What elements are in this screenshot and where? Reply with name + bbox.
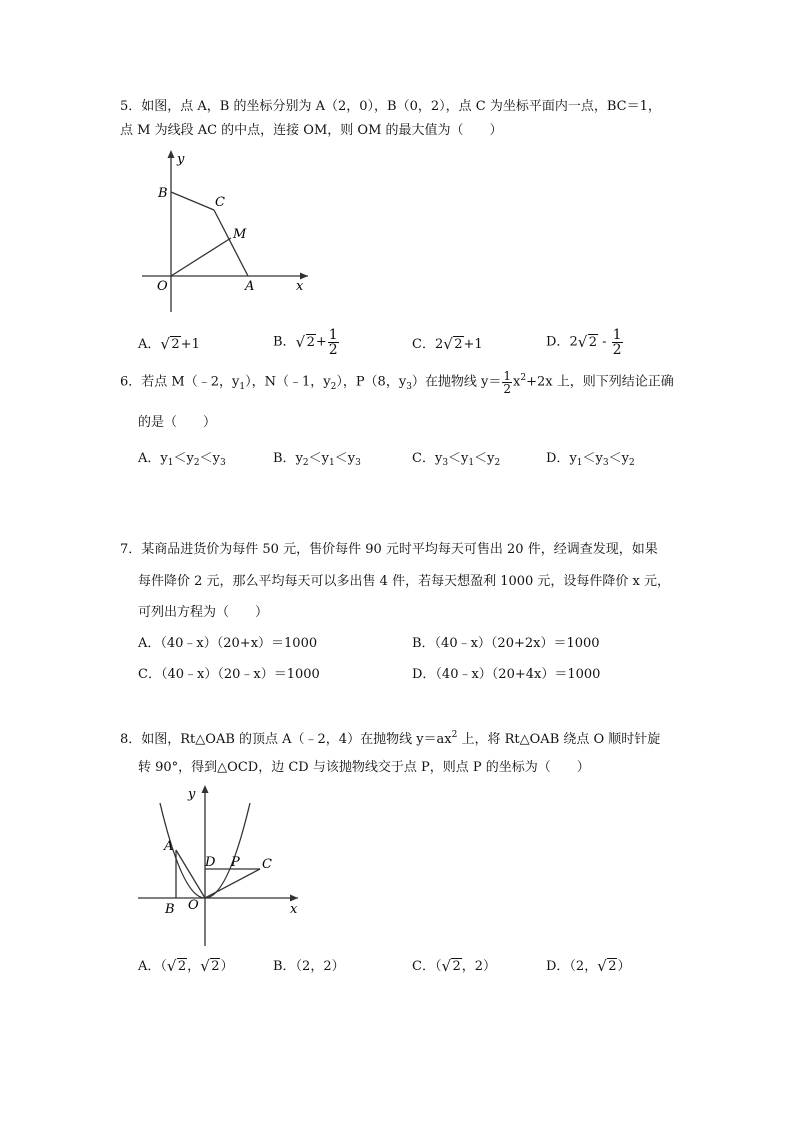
q6-option-d[interactable]: D．$y_1<y_3<y_2$: [546, 451, 635, 468]
q5-label-B: B: [158, 186, 168, 201]
q5-option-b[interactable]: B． √ 2+ $\frac{1}{2}$: [273, 327, 338, 358]
q5-stem-line1: 5．如图，点 A，B 的坐标分别为 A（2，0），B（0，2），点 C 为坐标平面内一点，BC＝1，: [120, 99, 661, 114]
q5-y-arrow: [168, 150, 175, 158]
q8-x-arrow: [290, 895, 298, 902]
q5-label-C: C: [215, 195, 225, 210]
sqrt-symbol: √ 2: [200, 957, 220, 975]
q8-option-b[interactable]: B．（2，2）: [273, 959, 345, 974]
q5-label-O: O: [157, 279, 168, 294]
sqrt-symbol: √ 2: [443, 335, 463, 353]
sqrt-symbol: √ 2: [295, 332, 315, 351]
fraction: $\frac{1}{2}$: [503, 369, 512, 396]
q5-seg-BC: [171, 192, 214, 210]
q8-label-A: A: [164, 839, 174, 854]
q7-option-a[interactable]: A．（40﹣x）（20+x）＝1000: [138, 636, 318, 651]
q8-stem-line2: 转 90°，得到△OCD，边 CD 与该抛物线交于点 P，则点 P 的坐标为（ ）: [138, 760, 590, 775]
q7-option-b[interactable]: B．（40﹣x）（20+2x）＝1000: [412, 636, 600, 651]
q8-option-a[interactable]: A．（ √ 2， √ 2）: [138, 957, 234, 975]
fraction: $\frac{1}{2}$: [328, 327, 338, 358]
q8-stem-line1: 8．如图，Rt△OAB 的顶点 A（﹣2，4）在抛物线 $y=ax^2$ 上，将 Rt△OAB 绕点 O 顺时针旋: [120, 730, 661, 747]
q5-x-arrow: [300, 273, 308, 280]
q6-option-c[interactable]: C．$y_3<y_1<y_2$: [412, 451, 501, 468]
sqrt-symbol: √ 2: [577, 332, 597, 351]
sqrt-symbol: √ 2: [160, 335, 180, 353]
q7-stem-line3: 可列出方程为（ ）: [138, 605, 269, 620]
sqrt-symbol: √ 2: [597, 957, 617, 975]
q5-label-M: M: [233, 227, 247, 242]
q5-label-x: x: [296, 279, 304, 294]
q7-stem-line2: 每件降价 2 元，那么平均每天可以多出售 4 件，若每天想盈利 1000 元，设每件降价 x 元，: [138, 574, 671, 589]
q8-label-D: D: [205, 855, 216, 870]
q5-option-c[interactable]: C．2 √ 2+1: [412, 335, 483, 353]
q5-seg-CA: [214, 210, 248, 276]
q5-option-d[interactable]: D．2 √ 2 - $\frac{1}{2}$: [546, 327, 622, 358]
q5-seg-OM: [171, 238, 231, 276]
q5-stem-line2: 点 M 为线段 AC 的中点，连接 OM，则 OM 的最大值为（ ）: [120, 123, 503, 138]
q8-label-C: C: [262, 857, 272, 872]
q8-label-O: O: [188, 898, 199, 913]
q8-label-P: P: [231, 855, 240, 870]
q8-option-c[interactable]: C．（ √ 2，2）: [412, 957, 497, 975]
q8-y-arrow: [202, 785, 209, 793]
q5-label-A: A: [245, 279, 255, 294]
q8-seg-OC: [205, 869, 260, 898]
q8-parabola: [160, 803, 250, 898]
sqrt-symbol: √ 2: [166, 957, 187, 975]
sqrt-symbol: √ 2: [441, 957, 461, 975]
q8-label-x: x: [290, 902, 298, 917]
q5-label-y: y: [177, 152, 185, 167]
q5-option-a[interactable]: A． √ 2+1: [138, 335, 200, 353]
q8-label-B: B: [165, 902, 175, 917]
q6-stem-line1: 6．若点 M（﹣2，$y_1$），N（﹣1，$y_2$），P（8，$y_3$）在抛物线 y＝ $\frac{1}{2}$ $x^2+2x$ 上，则下列结论正确: [120, 369, 674, 396]
q7-option-d[interactable]: D．（40﹣x）（20+4x）＝1000: [412, 667, 601, 682]
q7-stem-line1: 7．某商品进货价为每件 50 元，售价每件 90 元时平均每天可售出 20 件，经调查发现，如果: [120, 542, 658, 557]
fraction: $\frac{1}{2}$: [612, 327, 622, 358]
q6-option-a[interactable]: A．$y_1<y_2<y_3$: [138, 451, 226, 468]
q8-option-d[interactable]: D．（2， √ 2）: [546, 957, 631, 975]
q6-stem-line2: 的是（ ）: [138, 415, 217, 430]
q8-seg-OA: [176, 850, 205, 898]
q8-label-y: y: [188, 787, 196, 802]
q7-option-c[interactable]: C．（40﹣x）（20﹣x）＝1000: [138, 667, 320, 682]
q6-option-b[interactable]: B．$y_2<y_1<y_3$: [273, 451, 361, 468]
